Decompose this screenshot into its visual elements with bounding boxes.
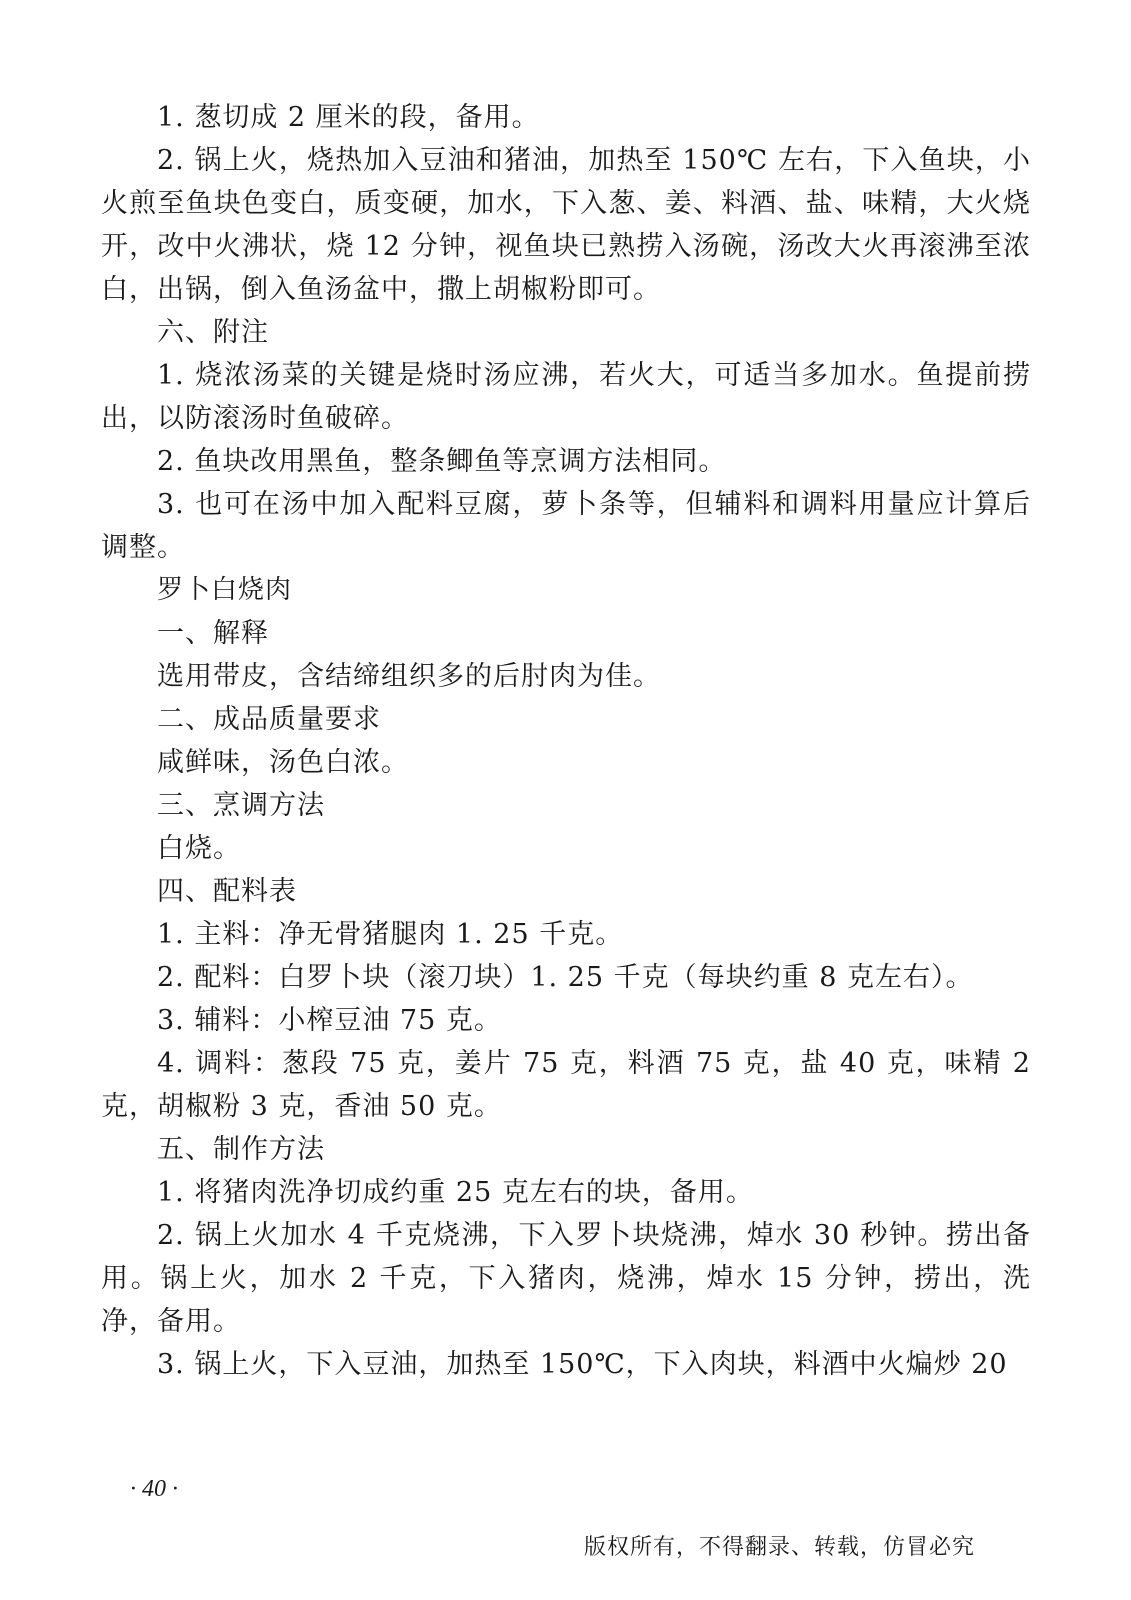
method-step: 2. 锅上火，烧热加入豆油和猪油，加热至 150℃ 左右，下入鱼块，小火煎至鱼块色变白，质变硬，加水，下入葱、姜、料酒、盐、味精，大火烧开，改中火沸状，烧 12 分钟，视鱼块已熟捞入汤碗，汤改大火再滚沸至浓白，出锅，倒入鱼汤盆中，撒上胡椒粉即可。 [101, 145, 1031, 305]
note-item: 3. 也可在汤中加入配料豆腐，萝卜条等，但辅料和调料用量应计算后调整。 [101, 489, 1031, 563]
section-heading: 六、附注 [157, 317, 269, 348]
section-heading: 三、烹调方法 [157, 790, 325, 821]
section-text: 白烧。 [157, 833, 241, 864]
page-number: · 40 · [130, 1476, 178, 1502]
section-heading: 四、配料表 [157, 876, 297, 907]
ingredient-item: 1. 主料：净无骨猪腿肉 1. 25 千克。 [157, 919, 624, 950]
section-text: 咸鲜味，汤色白浓。 [157, 747, 409, 778]
recipe-title: 罗卜白烧肉 [157, 575, 293, 605]
page-body [101, 96, 1031, 1386]
section-text: 选用带皮，含结缔组织多的后肘肉为佳。 [157, 661, 661, 692]
section-heading: 五、制作方法 [157, 1134, 325, 1165]
note-item: 2. 鱼块改用黑鱼，整条鲫鱼等烹调方法相同。 [157, 446, 727, 477]
section-heading: 一、解释 [157, 618, 269, 649]
ingredient-item: 4. 调料：葱段 75 克，姜片 75 克，料酒 75 克，盐 40 克，味精 2 克，胡椒粉 3 克，香油 50 克。 [101, 1048, 1031, 1122]
copyright-footer: 版权所有，不得翻录、转载，仿冒必究 [583, 1535, 975, 1560]
note-item: 1. 烧浓汤菜的关键是烧时汤应沸，若火大，可适当多加水。鱼提前捞出，以防滚汤时鱼破碎。 [101, 360, 1031, 434]
method-step: 1. 葱切成 2 厘米的段，备用。 [157, 102, 540, 133]
method-step: 1. 将猪肉洗净切成约重 25 克左右的块，备用。 [157, 1177, 754, 1208]
section-heading: 二、成品质量要求 [157, 704, 381, 735]
method-step: 3. 锅上火，下入豆油，加热至 150℃，下入肉块，料酒中火煸炒 20 [157, 1349, 1008, 1380]
ingredient-item: 3. 辅料：小榨豆油 75 克。 [157, 1005, 502, 1036]
ingredient-item: 2. 配料：白罗卜块（滚刀块）1. 25 千克（每块约重 8 克左右）。 [157, 962, 974, 993]
method-step: 2. 锅上火加水 4 千克烧沸，下入罗卜块烧沸，焯水 30 秒钟。捞出备用。锅上火，加水 2 千克，下入猪肉，烧沸，焯水 15 分钟，捞出，洗净，备用。 [101, 1220, 1031, 1337]
